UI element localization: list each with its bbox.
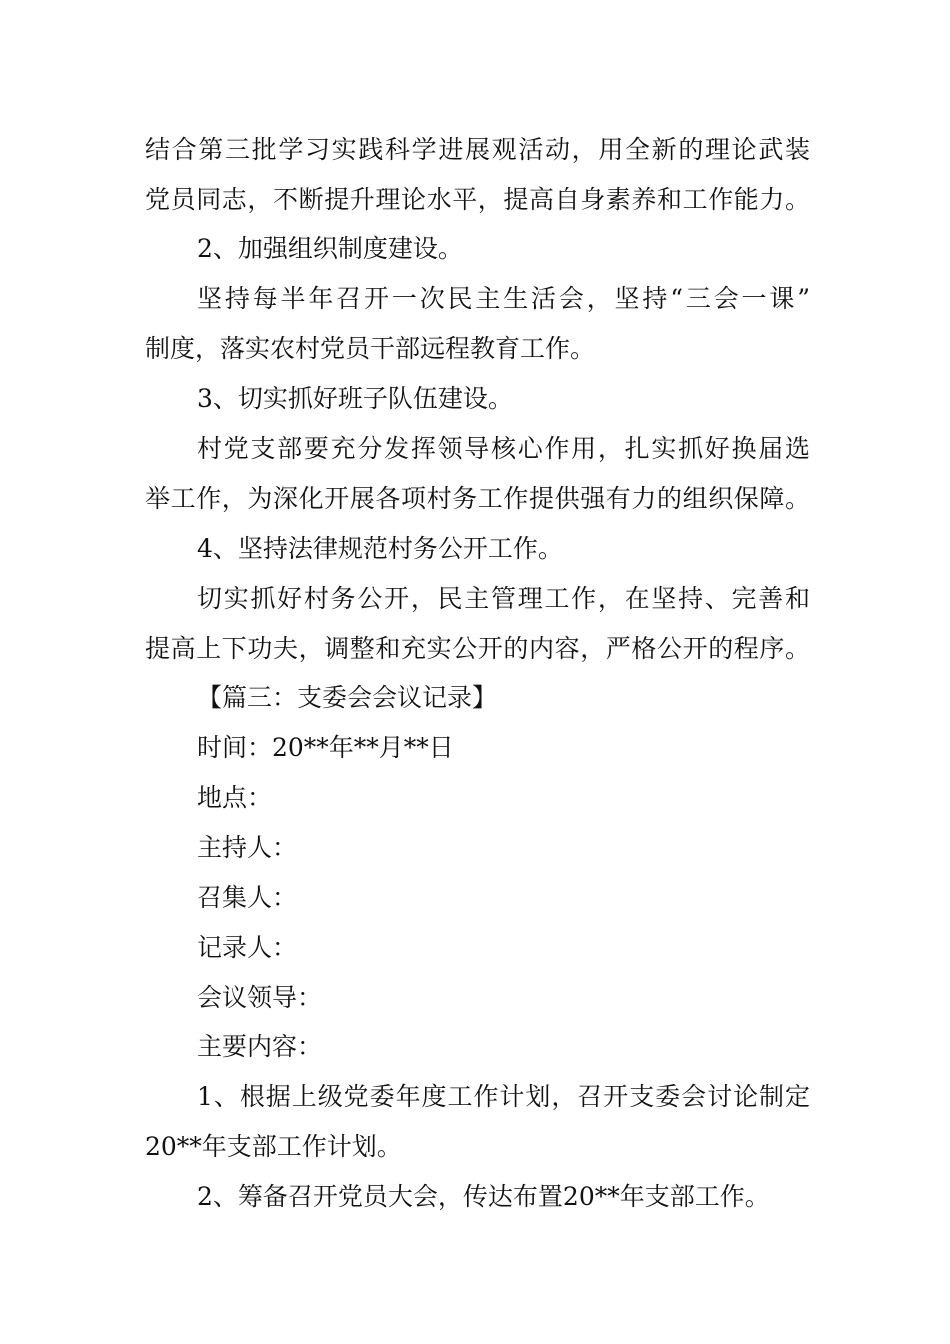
text-line: 提高上下功夫，调整和充实公开的内容，严格公开的程序。 — [145, 634, 810, 663]
text-line: 切实抓好村务公开，民主管理工作，在坚持、完善和 — [197, 584, 810, 613]
text-line: 村党支部要充分发挥领导核心作用，扎实抓好换届选 — [197, 434, 810, 463]
list-heading: 3、切实抓好班子队伍建设。 — [197, 384, 513, 413]
text-line: 制度，落实农村党员干部远程教育工作。 — [145, 334, 596, 363]
main-content-label: 主要内容： — [197, 1032, 323, 1061]
text-line: 2、筹备召开党员大会，传达布置20**年支部工作。 — [197, 1182, 770, 1211]
text-line: 举工作，为深化开展各项村务工作提供强有力的组织保障。 — [145, 484, 810, 513]
meeting-convener-field: 召集人： — [197, 883, 298, 912]
text-line: 20**年支部工作计划。 — [145, 1132, 402, 1161]
meeting-location-field: 地点： — [197, 783, 273, 812]
meeting-host-field: 主持人： — [197, 833, 298, 862]
text-line: 结合第三批学习实践科学进展观活动，用全新的理论武装 — [145, 135, 810, 164]
text-line: 党员同志，不断提升理论水平，提高自身素养和工作能力。 — [145, 185, 810, 214]
list-heading: 4、坚持法律规范村务公开工作。 — [197, 534, 563, 563]
section-title: 【篇三：支委会会议记录】 — [197, 683, 498, 712]
meeting-time-field: 时间：20**年**月**日 — [197, 733, 454, 762]
meeting-leader-field: 会议领导： — [197, 983, 323, 1012]
text-line: 1、根据上级党委年度工作计划，召开支委会讨论制定 — [197, 1082, 810, 1111]
list-heading: 2、加强组织制度建设。 — [197, 234, 463, 263]
meeting-recorder-field: 记录人： — [197, 933, 298, 962]
text-line: 坚持每半年召开一次民主生活会，坚持“三会一课” — [197, 284, 810, 313]
